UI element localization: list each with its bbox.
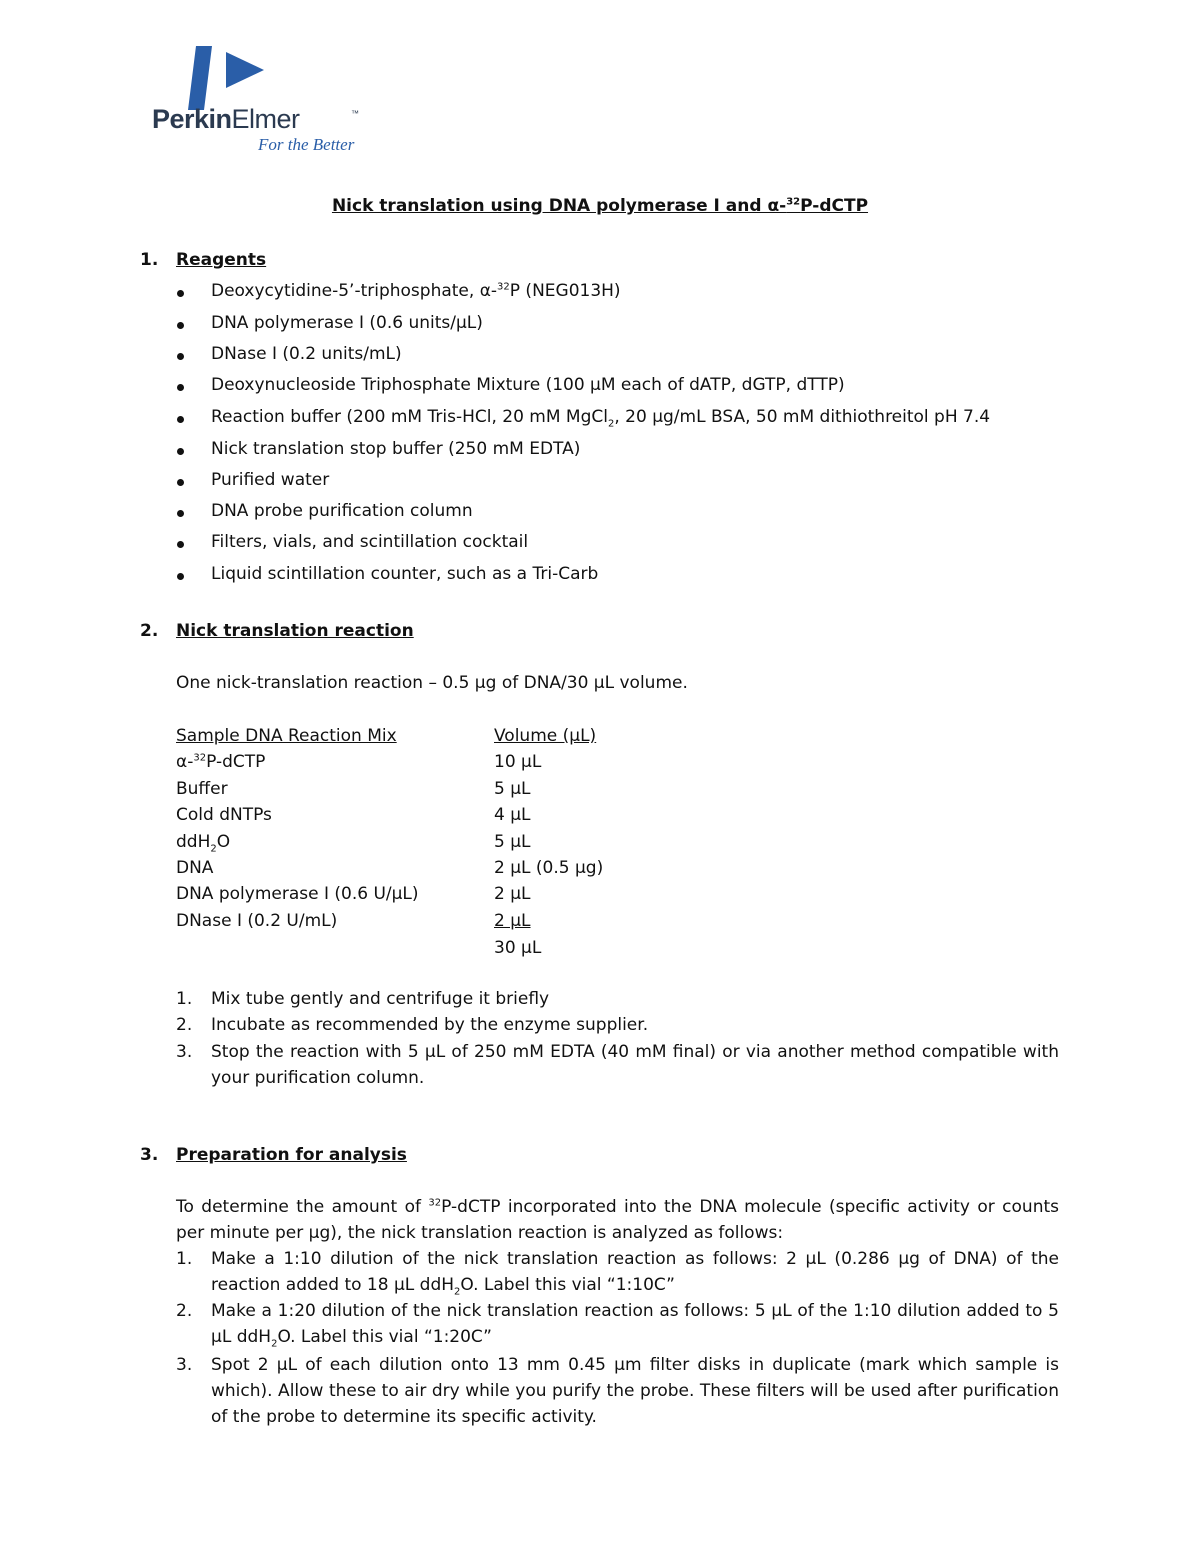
section-2-number: 2. [140, 621, 159, 641]
brand-name: PerkinElmer [152, 104, 300, 134]
bullet-icon [177, 573, 184, 580]
step-text: Mix tube gently and centrifuge it briefly [211, 989, 550, 1009]
bullet-icon [177, 479, 184, 486]
step-text: Make a 1:20 dilution of the nick translation reaction as follows: 5 µL of the 1:10 dilution added to 5 µL ddH$_2$O. Label this vial “1:20C” [211, 1301, 1059, 1350]
bullet-icon [177, 448, 184, 455]
bullet-icon [177, 322, 184, 329]
step-number: 2. [176, 1301, 193, 1321]
table-header-volume: Volume (µL) [494, 726, 597, 746]
step-number: 3. [176, 1042, 193, 1062]
table-cell-volume: 5 µL [494, 832, 531, 852]
table-cell-volume: 5 µL [494, 779, 531, 799]
step-text: Stop the reaction with 5 µL of 250 mM EDTA (40 mM final) or via another method compatible with your purification column. [211, 1042, 1059, 1088]
table-cell-volume: 2 µL [494, 884, 531, 904]
reagent-item: Nick translation stop buffer (250 mM EDTA) [211, 439, 581, 459]
bullet-icon [177, 290, 184, 297]
table-total: 30 µL [494, 938, 542, 958]
brand-tagline: For the Better [258, 135, 355, 154]
table-cell-volume: 4 µL [494, 805, 531, 825]
bullet-icon [177, 510, 184, 517]
trademark-mark: ™ [351, 109, 359, 118]
reagent-item: DNA polymerase I (0.6 units/µL) [211, 313, 483, 333]
reagent-item: Reaction buffer (200 mM Tris-HCl, 20 mM MgCl$_2$, 20 µg/mL BSA, 50 mM dithiothreitol pH 7.4 [211, 407, 991, 430]
table-cell-name: DNA [176, 858, 214, 878]
reagent-item: Deoxynucleoside Triphosphate Mixture (100 µM each of dATP, dGTP, dTTP) [211, 375, 845, 395]
section-1-heading: Reagents [176, 250, 267, 270]
step-text: Spot 2 µL of each dilution onto 13 mm 0.45 µm filter disks in duplicate (mark which sample is which). Allow these to air dry while you purify the probe. These filters will be used after purification of the probe to determine its specific activity. [211, 1355, 1059, 1427]
table-cell-volume: 2 µL (0.5 µg) [494, 858, 604, 878]
reagent-item: Deoxycytidine-5’-triphosphate, α-$^{32}$P (NEG013H) [211, 281, 621, 301]
bullet-icon [177, 353, 184, 360]
document-title: Nick translation using DNA polymerase I and α-$^{32}$P-dCTP [331, 196, 869, 216]
section-1-number: 1. [140, 250, 159, 270]
table-cell-volume: 2 µL [494, 911, 531, 931]
reagent-item: Purified water [211, 470, 330, 490]
section-3-number: 3. [140, 1145, 159, 1165]
reagent-item: Filters, vials, and scintillation cocktail [211, 532, 529, 552]
step-number: 3. [176, 1355, 193, 1375]
step-number: 1. [176, 1249, 193, 1269]
step-text: Incubate as recommended by the enzyme supplier. [211, 1015, 649, 1035]
reagent-item: DNase I (0.2 units/mL) [211, 344, 402, 364]
table-cell-name: DNA polymerase I (0.6 U/µL) [176, 884, 419, 904]
reagent-item: DNA probe purification column [211, 501, 473, 521]
table-cell-volume: 10 µL [494, 752, 542, 772]
reaction-intro: One nick-translation reaction – 0.5 µg of DNA/30 µL volume. [176, 673, 688, 693]
table-cell-name: Cold dNTPs [176, 805, 272, 825]
section-3-heading: Preparation for analysis [176, 1145, 407, 1165]
table-cell-name: Buffer [176, 779, 228, 799]
perkinelmer-logo-icon [188, 44, 268, 112]
step-text: Make a 1:10 dilution of the nick translation reaction as follows: 2 µL (0.286 µg of DNA) of the reaction added to 18 µL ddH$_2$O. Label this vial “1:10C” [211, 1249, 1059, 1298]
bullet-icon [177, 416, 184, 423]
bullet-icon [177, 541, 184, 548]
analysis-intro: To determine the amount of $^{32}$P-dCTP incorporated into the DNA molecule (specific activity or counts per minute per µg), the nick translation reaction is analyzed as follows: [176, 1197, 1059, 1243]
table-cell-name: ddH$_2$O [176, 832, 231, 855]
bullet-icon [177, 384, 184, 391]
step-number: 2. [176, 1015, 193, 1035]
table-header-mix: Sample DNA Reaction Mix [176, 726, 397, 746]
table-cell-name: α-$^{32}$P-dCTP [176, 752, 266, 772]
section-2-heading: Nick translation reaction [176, 621, 414, 641]
step-number: 1. [176, 989, 193, 1009]
table-cell-name: DNase I (0.2 U/mL) [176, 911, 338, 931]
reagent-item: Liquid scintillation counter, such as a Tri-Carb [211, 564, 599, 584]
